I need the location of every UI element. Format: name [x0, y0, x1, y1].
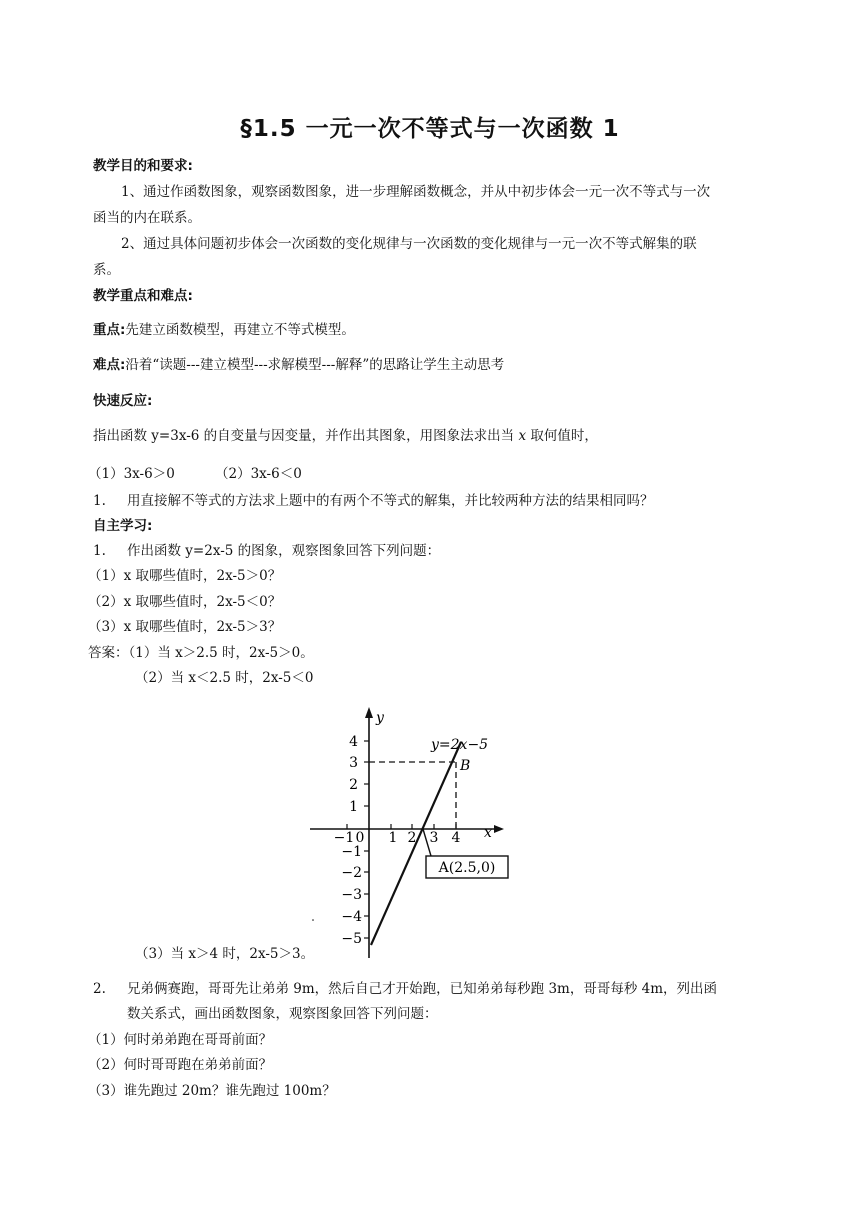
- quick-prompt: [93, 430, 598, 444]
- problem-2-q2: （2）何时哥哥跑在弟弟前面？: [88, 1057, 273, 1073]
- difficulty-line: [93, 359, 504, 373]
- point-a-label: A(2.5,0): [438, 860, 496, 876]
- y-tick-label: −1: [341, 844, 362, 860]
- point-b-label: B: [460, 758, 471, 774]
- y-tick-label: −3: [341, 887, 362, 903]
- problem-2-q3: （3）谁先跑过 20m？谁先跑过 100m？: [88, 1083, 336, 1099]
- sub-question-2: （2）x 取哪些值时，2x-5＜0？: [88, 594, 282, 610]
- focus-label: 重点:: [93, 322, 126, 338]
- sub-question-3: （3）x 取哪些值时，2x-5＞3？: [88, 619, 282, 635]
- y-tick-label: 2: [349, 777, 358, 793]
- focus-line: [93, 324, 355, 338]
- x-tick-label: 1: [388, 830, 398, 846]
- quick-condition-2: （2）3x-6＜0: [215, 466, 302, 482]
- problem-2-line-1: 兄弟俩赛跑，哥哥先让弟弟 9m，然后自己才开始跑，已知弟弟每秒跑 3m，哥哥每秒 4m，列出函: [127, 981, 718, 997]
- goal-2-line-1: 2、通过具体问题初步体会一次函数的变化规律与一次函数的变化规律与一元一次不等式解集的联: [121, 236, 697, 252]
- y-axis-arrow-icon: [365, 707, 373, 718]
- self-study-p1-number: 1.: [93, 543, 106, 559]
- y-tick-label: 3: [349, 755, 358, 771]
- answer-3: （3）当 x＞4 时，2x-5＞3。: [135, 946, 315, 962]
- y-tick-label: −2: [341, 865, 362, 881]
- x-axis-arrow-icon: [494, 825, 504, 833]
- goal-2-line-2: 系。: [93, 262, 120, 278]
- x-tick-label: 3: [429, 830, 439, 846]
- quick-q1-text: 用直接解不等式的方法求上题中的有两个不等式的解集，并比较两种方法的结果相同吗？: [127, 493, 654, 509]
- x-tick-label: 0: [355, 830, 365, 846]
- y-tick-label: 1: [349, 799, 358, 815]
- x-tick-label: 2: [407, 830, 417, 846]
- quick-prompt-a: 指出函数 y=3x-6 的自变量与因变量，并作出其图象，用图象法求出当: [93, 428, 515, 444]
- y-tick-label: −5: [341, 931, 362, 947]
- quick-prompt-x: x: [518, 428, 527, 444]
- x-tick-label: −1: [333, 830, 355, 846]
- answer-2: （2）当 x＜2.5 时，2x-5＜0: [135, 670, 314, 686]
- y-axis-label: y: [376, 710, 384, 726]
- problem-2-line-2: 数关系式，画出函数图象，观察图象回答下列问题：: [127, 1006, 438, 1022]
- x-tick-label: 4: [451, 830, 461, 846]
- goal-1-line-2: 函当的内在联系。: [93, 210, 201, 226]
- function-graph: [300, 700, 520, 962]
- sub-question-1: （1）x 取哪些值时，2x-5＞0？: [88, 568, 282, 584]
- x-tick-labels: [334, 830, 461, 846]
- goals-heading: 教学目的和要求:: [93, 158, 193, 174]
- problem-2-q1: （1）何时弟弟跑在哥哥前面？: [88, 1032, 273, 1048]
- y-tick-label: 4: [349, 734, 358, 750]
- line-label: y=2x−5: [431, 737, 489, 753]
- difficulty-label: 难点:: [93, 357, 126, 373]
- answer-1: 答案：（1）当 x＞2.5 时，2x-5＞0。: [88, 645, 314, 661]
- self-study-p1-text: 作出函数 y=2x-5 的图象，观察图象回答下列问题：: [127, 543, 441, 559]
- quick-condition-1: （1）3x-6＞0: [88, 466, 175, 482]
- key-points-heading: 教学重点和难点:: [93, 288, 193, 304]
- difficulty-text: 沿着“读题---建立模型---求解模型---解释”的思路让学生主动思考: [125, 357, 505, 373]
- goal-1-line-1: 1、通过作函数图象，观察函数图象，进一步理解函数概念，并从中初步体会一元一次不等式与一次: [121, 184, 711, 200]
- x-axis-label: x: [484, 825, 492, 841]
- quick-prompt-b: 取何值时，: [530, 428, 598, 444]
- y-tick-label: −4: [341, 909, 362, 925]
- quick-heading: 快速反应:: [93, 393, 153, 409]
- self-study-heading: 自主学习:: [93, 518, 153, 534]
- page-title: §1.5 一元一次不等式与一次函数 1: [240, 116, 620, 142]
- quick-q1-number: 1.: [93, 493, 106, 509]
- problem-2-number: 2.: [93, 981, 106, 997]
- focus-text: 先建立函数模型，再建立不等式模型。: [125, 322, 355, 338]
